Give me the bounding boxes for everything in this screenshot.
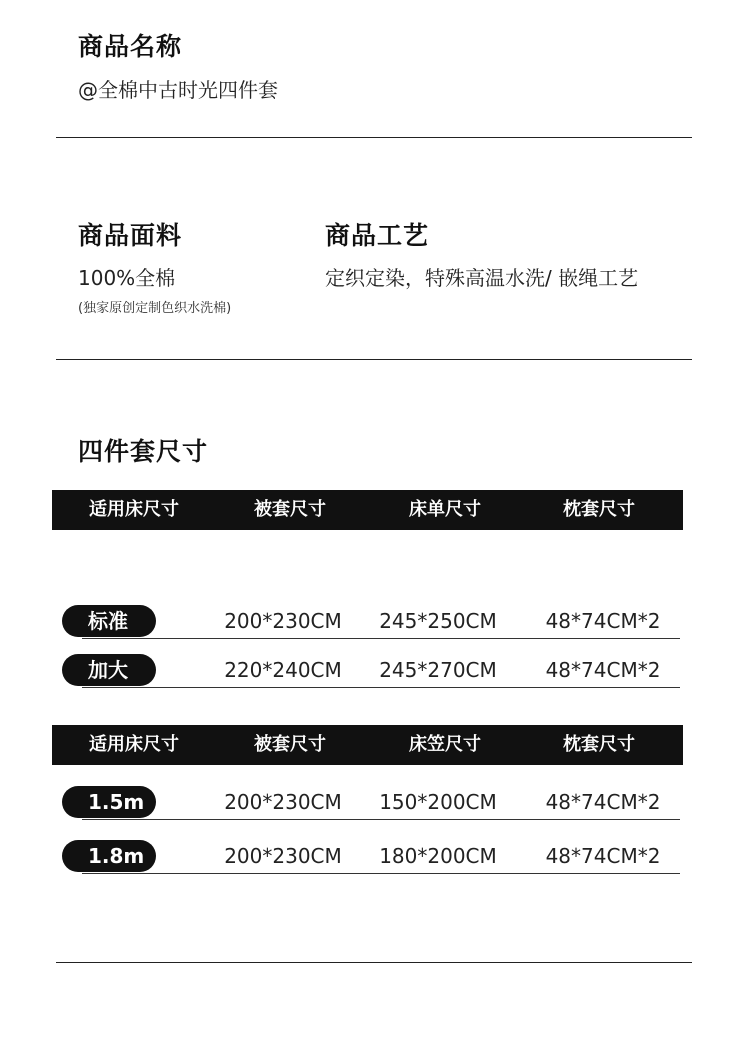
size-label-pill: 标准 bbox=[62, 605, 156, 637]
row-divider bbox=[82, 819, 680, 820]
size-label-pill: 加大 bbox=[62, 654, 156, 686]
fabric-title: 商品面料 bbox=[78, 221, 183, 250]
table-row bbox=[62, 605, 680, 639]
table2-header-fitted-sheet: 床笠尺寸 bbox=[409, 734, 481, 755]
pillow-size: 48*74CM*2 bbox=[545, 609, 661, 633]
table2-header-pillow: 枕套尺寸 bbox=[563, 734, 635, 755]
duvet-size: 200*230CM bbox=[224, 609, 342, 633]
duvet-size: 200*230CM bbox=[224, 844, 342, 868]
row-divider bbox=[82, 638, 680, 639]
pillow-size: 48*74CM*2 bbox=[545, 790, 661, 814]
size-label-pill: 1.5m bbox=[62, 786, 156, 818]
table2-header bbox=[52, 725, 683, 765]
duvet-size: 200*230CM bbox=[224, 790, 342, 814]
sheet-size: 245*250CM bbox=[379, 609, 497, 633]
product-name-title: 商品名称 bbox=[78, 32, 183, 61]
table1-header-pillow: 枕套尺寸 bbox=[563, 499, 635, 520]
sheet-size: 150*200CM bbox=[379, 790, 497, 814]
row-divider bbox=[82, 687, 680, 688]
fabric-value: 100%全棉 bbox=[78, 266, 176, 290]
sheet-size: 245*270CM bbox=[379, 658, 497, 682]
duvet-size: 220*240CM bbox=[224, 658, 342, 682]
table1-header-sheet: 床单尺寸 bbox=[409, 499, 481, 520]
table1-header-duvet: 被套尺寸 bbox=[254, 499, 326, 520]
size-section-title: 四件套尺寸 bbox=[78, 437, 209, 466]
table-row bbox=[62, 840, 680, 874]
pillow-size: 48*74CM*2 bbox=[545, 844, 661, 868]
table1-header-bed: 适用床尺寸 bbox=[89, 499, 179, 520]
table2-header-duvet: 被套尺寸 bbox=[254, 734, 326, 755]
divider bbox=[56, 962, 692, 963]
divider bbox=[56, 359, 692, 360]
table2-header-bed: 适用床尺寸 bbox=[89, 734, 179, 755]
table-row bbox=[62, 654, 680, 688]
row-divider bbox=[82, 873, 680, 874]
product-name-value: @全棉中古时光四件套 bbox=[78, 78, 278, 102]
fabric-note: (独家原创定制色织水洗棉) bbox=[78, 301, 232, 316]
size-label-pill: 1.8m bbox=[62, 840, 156, 872]
pillow-size: 48*74CM*2 bbox=[545, 658, 661, 682]
table-row bbox=[62, 786, 680, 820]
table1-header bbox=[52, 490, 683, 530]
craft-title: 商品工艺 bbox=[325, 221, 430, 250]
sheet-size: 180*200CM bbox=[379, 844, 497, 868]
divider bbox=[56, 137, 692, 138]
craft-value: 定织定染，特殊高温水洗/ 嵌绳工艺 bbox=[325, 266, 639, 290]
